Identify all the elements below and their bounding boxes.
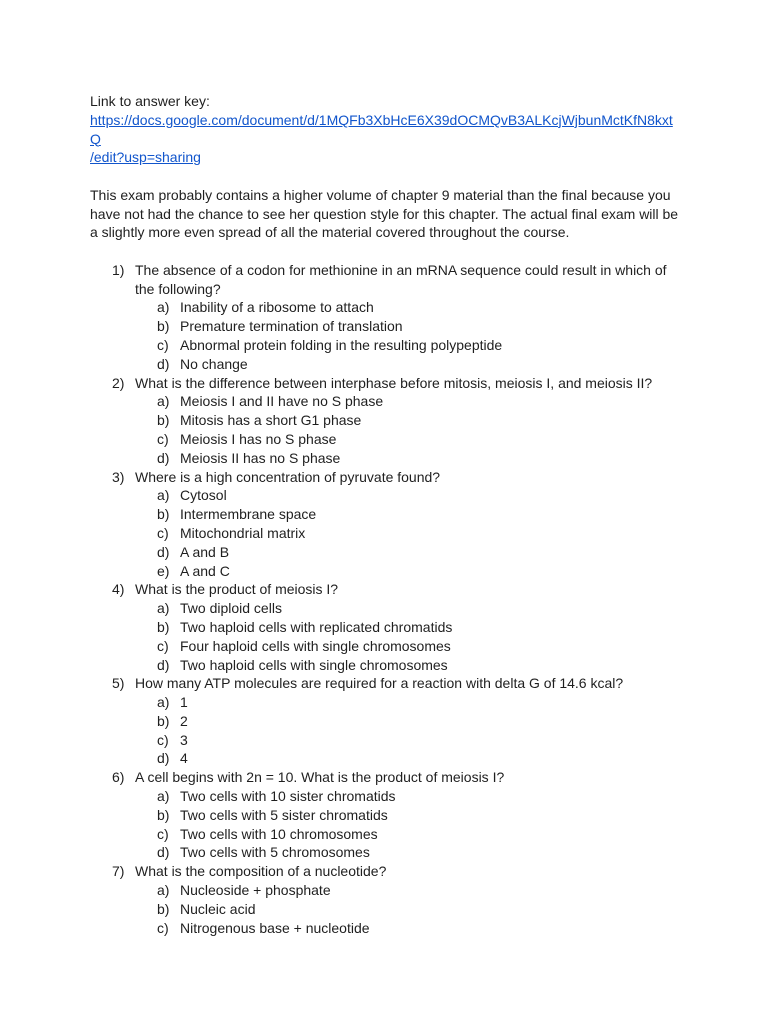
answer-option xyxy=(135,825,680,844)
option-text: Four haploid cells with single chromosomes xyxy=(180,637,451,654)
option-letter: c) xyxy=(157,919,169,936)
answer-option xyxy=(135,618,680,637)
option-text: 2 xyxy=(180,712,188,729)
question-number: 3) xyxy=(112,468,125,485)
option-text: Nitrogenous base + nucleotide xyxy=(180,919,370,936)
intro-paragraph: This exam probably contains a higher volume of chapter 9 material than the final because you have not had the chance to see her question style for this chapter. The actual final exam will be a slightly more even spread of all the material covered throughout the course. xyxy=(90,186,679,241)
question-item xyxy=(90,261,680,374)
option-letter: a) xyxy=(157,393,170,410)
question-text: Where is a high concentration of pyruvate found? xyxy=(135,468,441,485)
option-letter: a) xyxy=(157,299,170,316)
answer-option xyxy=(135,731,680,750)
answer-option xyxy=(135,524,680,543)
option-text: Two haploid cells with single chromosomes xyxy=(180,656,448,673)
option-text: Meiosis I and II have no S phase xyxy=(180,393,384,410)
option-letter: c) xyxy=(157,825,169,842)
option-list xyxy=(135,599,680,674)
question-item xyxy=(90,674,680,768)
answer-option xyxy=(135,505,680,524)
option-list xyxy=(135,298,680,373)
answer-option xyxy=(135,787,680,806)
option-letter: c) xyxy=(157,731,169,748)
question-number: 2) xyxy=(112,374,125,391)
option-text: Intermembrane space xyxy=(180,506,317,523)
option-letter: d) xyxy=(157,543,170,560)
question-number: 4) xyxy=(112,581,125,598)
question-text: What is the composition of a nucleotide? xyxy=(135,863,387,880)
question-number: 1) xyxy=(112,261,125,278)
option-letter: c) xyxy=(157,336,169,353)
option-text: 3 xyxy=(180,731,188,748)
answer-key-label: Link to answer key: xyxy=(90,93,210,109)
option-text: Mitosis has a short G1 phase xyxy=(180,412,362,429)
answer-option xyxy=(135,317,680,336)
option-letter: e) xyxy=(157,562,170,579)
option-text: Meiosis I has no S phase xyxy=(180,430,337,447)
answer-option xyxy=(135,637,680,656)
answer-option xyxy=(135,430,680,449)
option-text: Cytosol xyxy=(180,487,227,504)
option-letter: a) xyxy=(157,694,170,711)
answer-option xyxy=(135,919,680,938)
option-letter: d) xyxy=(157,844,170,861)
option-letter: d) xyxy=(157,449,170,466)
question-list xyxy=(90,261,680,938)
option-text: Premature termination of translation xyxy=(180,318,403,335)
answer-option xyxy=(135,486,680,505)
option-text: Two haploid cells with replicated chromatids xyxy=(180,618,453,635)
option-list xyxy=(135,486,680,580)
answer-option xyxy=(135,543,680,562)
answer-option xyxy=(135,562,680,581)
option-letter: a) xyxy=(157,487,170,504)
option-letter: a) xyxy=(157,600,170,617)
answer-option xyxy=(135,392,680,411)
option-letter: d) xyxy=(157,656,170,673)
option-letter: b) xyxy=(157,900,170,917)
option-list xyxy=(135,392,680,467)
question-number: 5) xyxy=(112,675,125,692)
answer-key-link[interactable] xyxy=(90,111,680,167)
question-text: How many ATP molecules are required for a reaction with delta G of 14.6 kcal? xyxy=(135,675,624,692)
option-text: Two cells with 10 sister chromatids xyxy=(180,788,396,805)
answer-option xyxy=(135,599,680,618)
question-text: What is the difference between interphase before mitosis, meiosis I, and meiosis II? xyxy=(135,374,653,391)
option-list xyxy=(135,881,680,937)
question-item xyxy=(90,768,680,862)
option-text: Mitochondrial matrix xyxy=(180,524,306,541)
option-letter: a) xyxy=(157,788,170,805)
option-text: Abnormal protein folding in the resulting polypeptide xyxy=(180,336,503,353)
question-item xyxy=(90,862,680,937)
option-letter: a) xyxy=(157,882,170,899)
option-letter: d) xyxy=(157,750,170,767)
answer-option xyxy=(135,355,680,374)
option-letter: b) xyxy=(157,712,170,729)
option-letter: b) xyxy=(157,618,170,635)
option-text: No change xyxy=(180,355,248,372)
answer-option xyxy=(135,336,680,355)
answer-key-link-line-2[interactable]: /edit?usp=sharing xyxy=(90,149,201,166)
option-letter: c) xyxy=(157,430,169,447)
option-letter: b) xyxy=(157,318,170,335)
answer-option xyxy=(135,411,680,430)
question-item xyxy=(90,374,680,468)
option-text: Two diploid cells xyxy=(180,600,282,617)
option-letter: b) xyxy=(157,806,170,823)
option-text: A and C xyxy=(180,562,230,579)
option-text: Nucleoside + phosphate xyxy=(180,882,331,899)
option-text: Meiosis II has no S phase xyxy=(180,449,341,466)
question-item xyxy=(90,468,680,581)
option-text: 1 xyxy=(180,694,188,711)
question-text: The absence of a codon for methionine in an mRNA sequence could result in which of the following? xyxy=(135,261,667,297)
question-item xyxy=(90,580,680,674)
answer-option xyxy=(135,843,680,862)
option-letter: b) xyxy=(157,412,170,429)
option-text: A and B xyxy=(180,543,230,560)
answer-option xyxy=(135,693,680,712)
option-text: 4 xyxy=(180,750,188,767)
option-text: Two cells with 10 chromosomes xyxy=(180,825,378,842)
option-letter: c) xyxy=(157,637,169,654)
answer-option xyxy=(135,881,680,900)
option-letter: c) xyxy=(157,524,169,541)
answer-option xyxy=(135,656,680,675)
question-number: 7) xyxy=(112,863,125,880)
option-letter: b) xyxy=(157,506,170,523)
document-page xyxy=(90,92,680,937)
question-text: A cell begins with 2n = 10. What is the product of meiosis I? xyxy=(135,769,505,786)
option-list xyxy=(135,787,680,862)
option-text: Inability of a ribosome to attach xyxy=(180,299,374,316)
answer-option xyxy=(135,449,680,468)
option-text: Two cells with 5 chromosomes xyxy=(180,844,370,861)
answer-option xyxy=(135,749,680,768)
question-text: What is the product of meiosis I? xyxy=(135,581,339,598)
answer-option xyxy=(135,806,680,825)
answer-option xyxy=(135,298,680,317)
answer-key-link-line-1[interactable]: https://docs.google.com/document/d/1MQFb3XbHcE6X39dOCMQvB3ALKcjWjbunMctKfN8kxtQ xyxy=(90,111,673,147)
option-text: Two cells with 5 sister chromatids xyxy=(180,806,388,823)
option-list xyxy=(135,693,680,768)
answer-option xyxy=(135,900,680,919)
option-letter: d) xyxy=(157,355,170,372)
option-text: Nucleic acid xyxy=(180,900,256,917)
answer-option xyxy=(135,712,680,731)
question-number: 6) xyxy=(112,769,125,786)
